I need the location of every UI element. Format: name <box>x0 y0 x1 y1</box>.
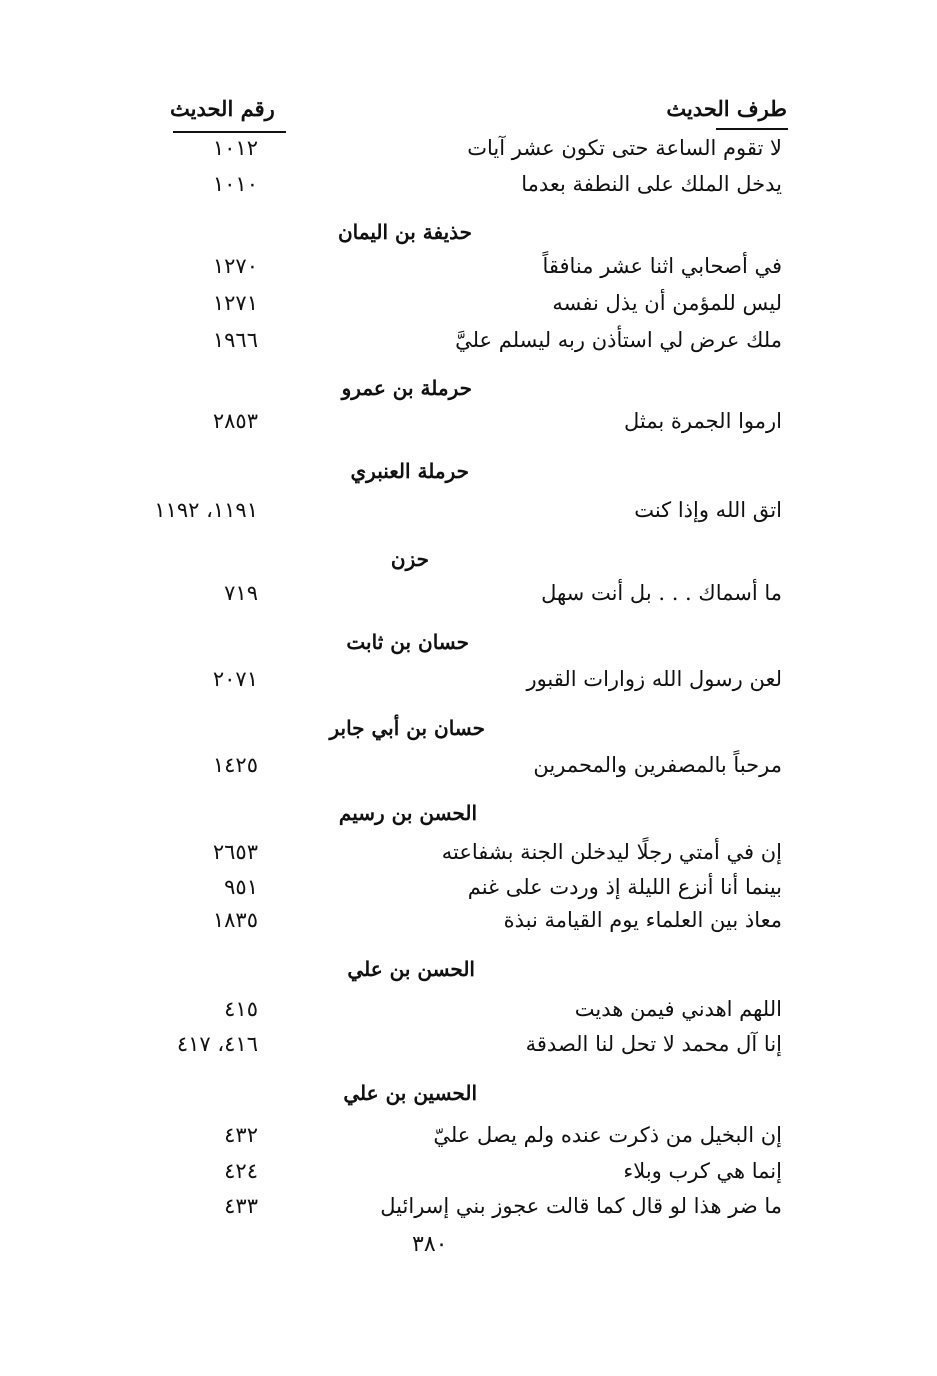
hadith-number: ٤٣٢ <box>224 1123 258 1147</box>
hadith-text: لا تقوم الساعة حتى تكون عشر آيات <box>467 136 782 160</box>
hadith-number: ١٢٧١ <box>212 291 258 315</box>
list-item <box>0 1153 937 1189</box>
hadith-text: إنما هي كرب وبلاء <box>623 1159 782 1183</box>
list-item <box>0 166 937 202</box>
hadith-number: ١٢٧٠ <box>212 254 258 278</box>
hadith-text: ارموا الجمرة بمثل <box>623 409 782 433</box>
hadith-text: معاذ بين العلماء يوم القيامة نبذة <box>503 908 782 932</box>
hadith-text: اللهم اهدني فيمن هديت <box>574 997 782 1021</box>
narrator-heading: حذيفة بن اليمان <box>337 220 472 244</box>
hadith-number: ٧١٩ <box>224 581 258 605</box>
list-item <box>0 575 937 611</box>
narrator-heading: الحسن بن رسيم <box>338 801 477 825</box>
hadith-text: يدخل الملك على النطفة بعدما <box>521 172 782 196</box>
narrator-heading: حسان بن ثابت <box>346 630 469 654</box>
hadith-number: ٢٨٥٣ <box>212 409 258 433</box>
list-item <box>0 869 937 905</box>
hadith-number: ١٠١٢ <box>212 136 258 160</box>
list-item <box>0 403 937 439</box>
hadith-text: إنا آل محمد لا تحل لنا الصدقة <box>525 1032 782 1056</box>
hadith-text: ليس للمؤمن أن يذل نفسه <box>552 291 782 315</box>
hadith-number: ١١٩١، ١١٩٢ <box>154 498 258 522</box>
hadith-number: ٤٢٤ <box>224 1159 258 1183</box>
hadith-text: ملك عرض لي استأذن ربه ليسلم عليَّ <box>455 328 782 352</box>
hadith-text: مرحباً بالمصفرين والمحمرين <box>533 753 782 777</box>
hadith-text: بينما أنا أنزع الليلة إذ وردت على غنم <box>467 875 782 899</box>
hadith-text: اتق الله وإذا كنت <box>634 498 782 522</box>
hadith-number: ١٠١٠ <box>212 172 258 196</box>
hadith-text: إن في أمتي رجلًا ليدخلن الجنة بشفاعته <box>441 840 782 864</box>
hadith-number: ٢٠٧١ <box>212 667 258 691</box>
list-item <box>0 834 937 870</box>
list-item <box>0 1117 937 1153</box>
list-item <box>0 902 937 938</box>
page-number: ٣٨٠ <box>412 1232 448 1257</box>
list-item <box>0 285 937 321</box>
narrator-heading: الحسن بن علي <box>347 957 475 981</box>
header-hadith-text: طرف الحديث <box>666 96 787 121</box>
list-item <box>0 130 937 166</box>
hadith-number: ٤١٥ <box>224 997 258 1021</box>
list-item <box>0 661 937 697</box>
list-item <box>0 991 937 1027</box>
list-item <box>0 248 937 284</box>
hadith-number: ١٩٦٦ <box>212 328 258 352</box>
list-item <box>0 322 937 358</box>
list-item <box>0 492 937 528</box>
hadith-number: ٤٣٣ <box>224 1194 258 1218</box>
narrator-heading: حرملة بن عمرو <box>341 376 472 400</box>
header-hadith-number: رقم الحديث <box>170 96 275 121</box>
hadith-text: في أصحابي اثنا عشر منافقاً <box>542 254 782 278</box>
narrator-heading: حرملة العنبري <box>350 459 469 483</box>
hadith-number: ٢٦٥٣ <box>212 840 258 864</box>
narrator-heading: حزن <box>390 547 429 571</box>
hadith-text: لعن رسول الله زوارات القبور <box>526 667 782 691</box>
hadith-number: ٤١٦، ٤١٧ <box>176 1032 258 1056</box>
narrator-heading: حسان بن أبي جابر <box>329 716 485 740</box>
hadith-number: ١٤٢٥ <box>212 753 258 777</box>
list-item <box>0 1026 937 1062</box>
narrator-heading: الحسين بن علي <box>343 1081 477 1105</box>
hadith-text: ما ضر هذا لو قال كما قالت عجوز بني إسرائيل <box>380 1194 782 1218</box>
list-item <box>0 1188 937 1224</box>
list-item <box>0 747 937 783</box>
hadith-number: ١٨٣٥ <box>212 908 258 932</box>
hadith-number: ٩٥١ <box>224 875 258 899</box>
hadith-text: ما أسماك . . . بل أنت سهل <box>541 581 782 605</box>
hadith-text: إن البخيل من ذكرت عنده ولم يصل عليّ <box>433 1123 782 1147</box>
